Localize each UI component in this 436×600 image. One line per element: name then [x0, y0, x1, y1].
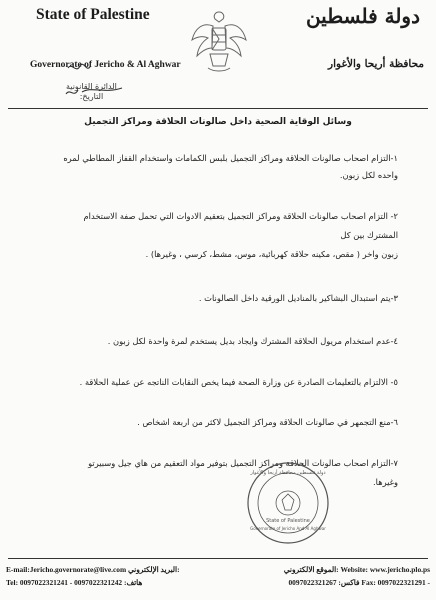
- footer-website: الموقع الالكتروني: Website: www.jericho.plo.ps: [283, 565, 430, 574]
- item-4: ٤-عدم استخدام مريول الحلاقة المشترك وايجاد بديل يستخدم لمرة واحدة لكل زبون .: [107, 336, 398, 346]
- item-2-line-1: ٢- التزام اصحاب صالونات الحلاقة ومراكز التجميل بتعقيم الادوات التي تحمل صفة الاستخدام: [83, 211, 398, 221]
- item-5: ٥- الالتزام بالتعليمات الصادرة عن وزارة الصحة فيما يخص النقابات الناتجه عن عملية الحلاقة .: [79, 377, 398, 387]
- seal-outer-text: State of Palestine: [266, 518, 310, 524]
- document-title: وسائل الوقاية الصحية داخل صالونات الحلاقة ومراكز التجميل: [84, 117, 352, 127]
- footer-fax: فاكس: 0097022321267 Fax: 0097022321291 -: [288, 578, 430, 587]
- item-6: ٦-منع التجمهر في صالونات الحلاقة ومراكز التجميل لاكثر من اربعة اشخاص .: [137, 417, 398, 427]
- footer-email: E-mail:Jericho.governorate@live.com البريد الإلكتروني:: [6, 565, 180, 574]
- legal-department-stamp: [66, 82, 117, 102]
- item-1-line-1: ١-التزام اصحاب صالونات الحلاقة ومراكز التجميل بلبس الكمامات واستخدام القفاز المطاطي لمره: [63, 153, 398, 163]
- seal-inner-text: Governorate of Jericho And Al Aghwar: [250, 526, 326, 531]
- footer-phone: Tel: 0097022321241 - 0097022321242 :هاتف: [6, 578, 143, 587]
- item-2-line-2: المشترك بين كل: [340, 230, 398, 240]
- header-divider: [8, 108, 428, 109]
- governorate-name-ar: محافظة أريحا والأغوار: [328, 58, 424, 70]
- eagle-emblem-icon: [188, 6, 250, 78]
- stamp-line-department: الدائرة القانونية: [66, 82, 117, 91]
- footer-divider: [8, 558, 428, 559]
- state-title-ar: دولة فلسطين: [305, 4, 420, 28]
- item-2-line-3: زبون واخر ( مقص، مكينه حلاقة كهربائية، موس، مشط، كرسي ، وغيرها) .: [145, 249, 398, 259]
- item-3: ٣-يتم استبدال البشاكير بالمناديل الورقية داخل الصالونات .: [198, 293, 398, 303]
- item-1-line-2: واحده لكل زبون.: [339, 170, 398, 180]
- item-7-line-2: وغيرها.: [373, 477, 398, 487]
- item-7-line-1: ٧-التزام اصحاب صالونات الحلاقة ومراكز التجميل بتوفير مواد التعقيم من هاي جيل وسبيرتو: [88, 458, 398, 468]
- governorate-name-en: Governorate of Jericho & Al Aghwar: [30, 60, 181, 70]
- seal-arabic-text: دولة فلسطين محافظة أريحا والأغوار: [250, 470, 326, 476]
- stamp-line-date: التاريخ:: [79, 92, 104, 101]
- state-title-en: State of Palestine: [36, 6, 150, 23]
- official-seal-icon: [245, 460, 331, 546]
